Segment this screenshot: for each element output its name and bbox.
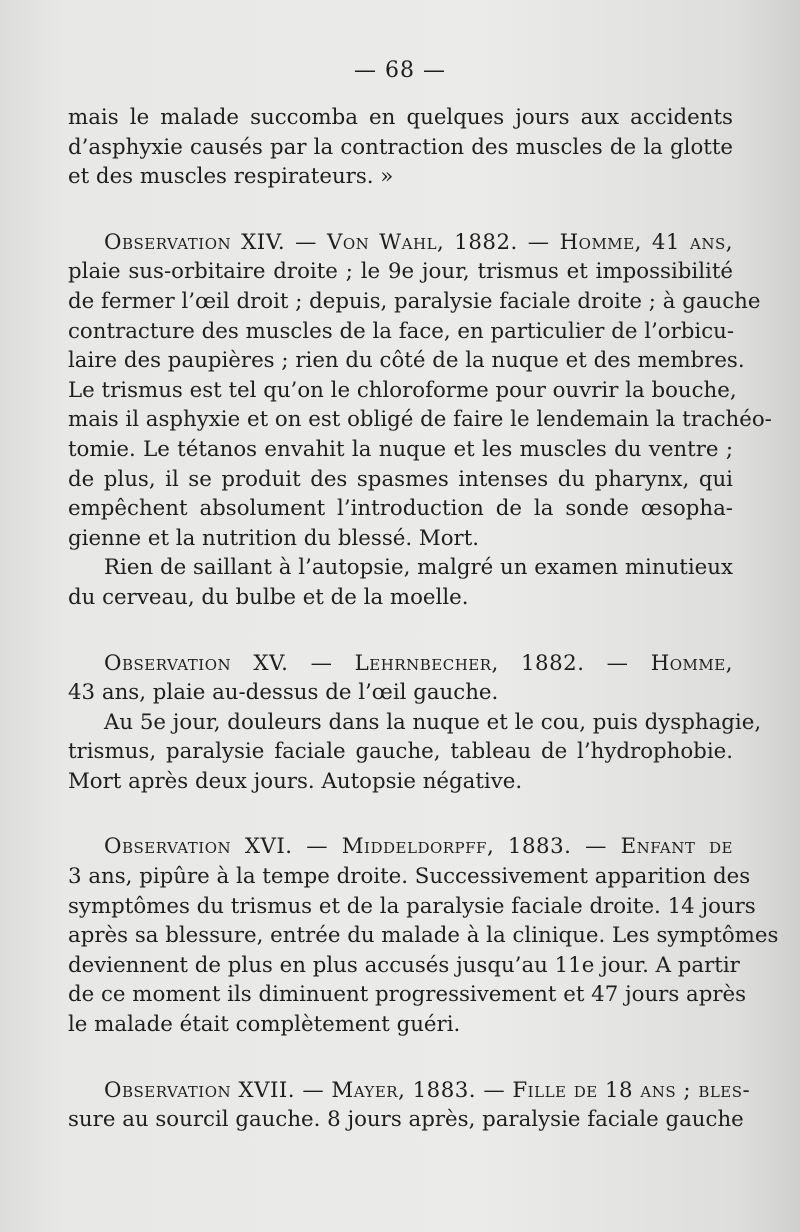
- observation-xiv: [68, 228, 772, 554]
- text-line: laire des paupières ; rien du côté de la nuque et des membres.: [68, 348, 745, 374]
- text-line: Mort après deux jours. Autopsie négative.: [68, 768, 523, 794]
- text-line: 3 ans, pipûre à la tempe droite. Successivement apparition des: [68, 864, 751, 890]
- text-line: tomie. Le tétanos envahit la nuque et les muscles du ventre ;: [68, 436, 733, 462]
- autopsy-paragraph: [68, 553, 733, 612]
- text-line: sure au sourcil gauche. 8 jours après, paralysie faciale gauche: [68, 1107, 744, 1133]
- observation-heading: Observation XIV. — Von Wahl, 1882. — Homme, 41 ans,: [104, 229, 733, 255]
- body-text: [68, 103, 779, 1135]
- text-line: plaie sus-orbitaire droite ; le 9e jour, trismus et impossibilité: [68, 259, 733, 285]
- observation-heading: Observation XVI. — Middeldorpff, 1883. — Enfant de: [104, 834, 733, 860]
- text-line: mais le malade succomba en quelques jours aux accidents: [68, 105, 733, 130]
- text-line: et des muscles respirateurs. »: [68, 164, 394, 190]
- observation-xv-detail: [68, 708, 762, 797]
- text-line: symptômes du trismus et de la paralysie faciale droite. 14 jours: [68, 893, 756, 919]
- text-line: deviennent de plus en plus accusés jusqu’au 11e jour. A partir: [68, 952, 740, 978]
- text-line: de ce moment ils diminuent progressivement et 47 jours après: [68, 982, 747, 1008]
- page-number: — 68 —: [354, 58, 446, 83]
- text-line: Au 5e jour, douleurs dans la nuque et le cou, puis dysphagie,: [104, 709, 762, 735]
- text-line: Rien de saillant à l’autopsie, malgré un examen minutieux: [104, 555, 733, 581]
- text-line: d’asphyxie causés par la contraction des muscles de la glotte: [68, 134, 733, 160]
- observation-heading: Observation XV. — Lehrnbecher, 1882. — Homme,: [104, 650, 733, 676]
- text-line: trismus, paralysie faciale gauche, tableau de l’hydrophobie.: [68, 739, 733, 765]
- observation-xv: [68, 649, 733, 708]
- observation-xvi: [68, 832, 779, 1039]
- text-line: après sa blessure, entrée du malade à la clinique. Les symptômes: [68, 923, 779, 949]
- text-line: empêchent absolument l’introduction de la sonde œsopha-: [68, 496, 733, 522]
- text-line: mais il asphyxie et on est obligé de faire le lendemain la trachéo-: [68, 407, 772, 433]
- paragraph-continuation: [68, 103, 733, 192]
- text-line: 43 ans, plaie au-dessus de l’œil gauche.: [68, 680, 499, 706]
- observation-xvii: [68, 1076, 751, 1135]
- text-line: le malade était complètement guéri.: [68, 1012, 461, 1038]
- text-line: de fermer l’œil droit ; depuis, paralysie faciale droite ; à gauche: [68, 288, 761, 314]
- text-line: du cerveau, du bulbe et de la moelle.: [68, 584, 469, 610]
- text-line: Le trismus est tel qu’on le chloroforme pour ouvrir la bouche,: [68, 377, 737, 403]
- text-line: de plus, il se produit des spasmes intenses du pharynx, qui: [68, 466, 733, 492]
- text-line: gienne et la nutrition du blessé. Mort.: [68, 525, 480, 551]
- observation-heading: Observation XVII. — Mayer, 1883. — Fille de 18 ans ; bles-: [104, 1077, 751, 1103]
- text-line: contracture des muscles de la face, en particulier de l’orbicu-: [68, 318, 735, 344]
